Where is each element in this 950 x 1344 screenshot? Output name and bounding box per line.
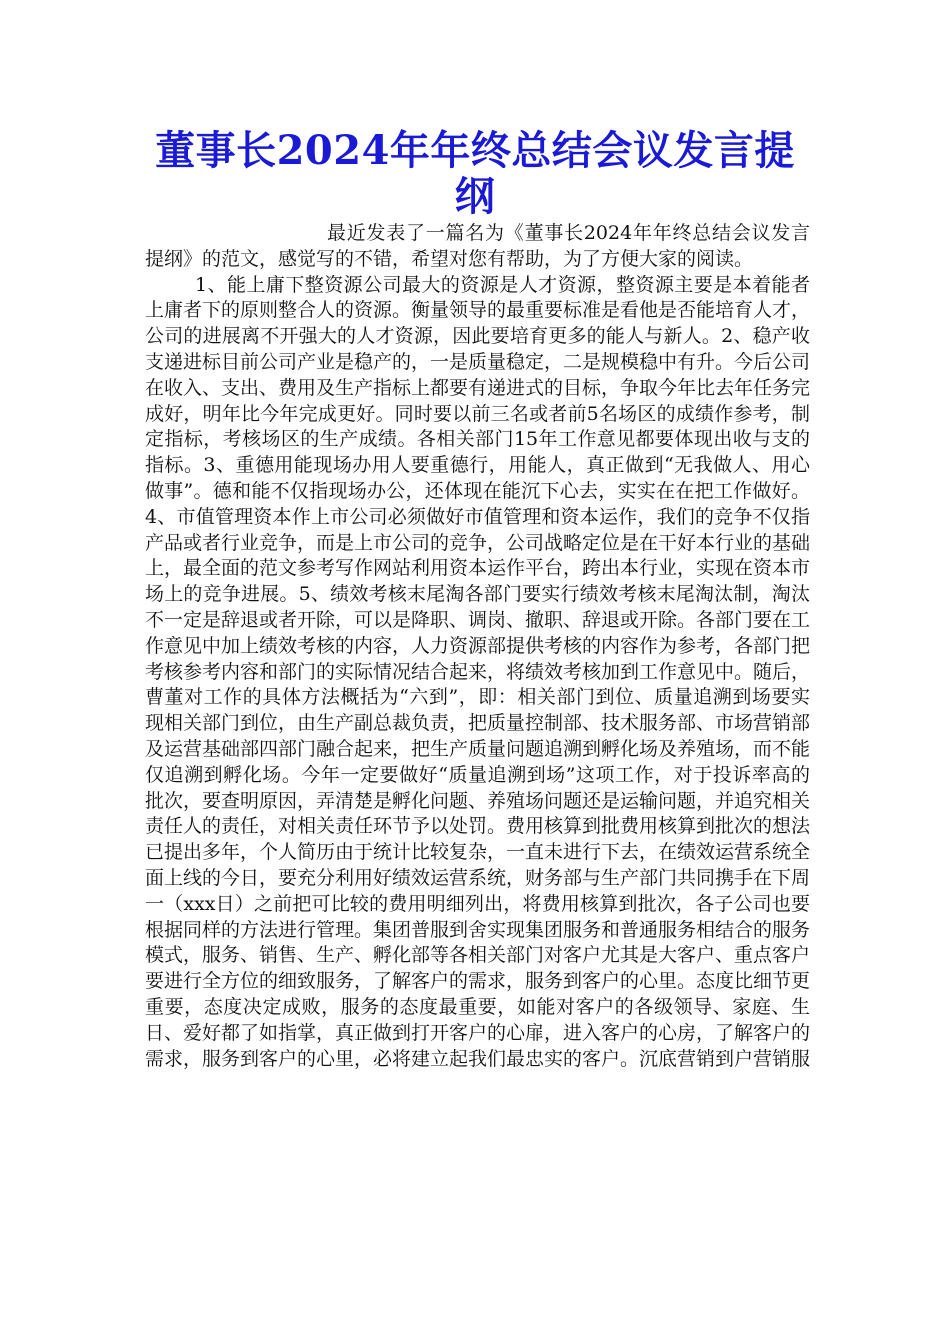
intro-paragraph: 最近发表了一篇名为《董事长2024年年终总结会议发言提纲》的范文，感觉写的不错，希望对您有帮助，为了方便大家的阅读。: [145, 222, 810, 270]
document-body: [145, 221, 810, 1072]
main-paragraph: 1、能上庸下整资源公司最大的资源是人才资源，整资源主要是本着能者上庸者下的原则整合人的资源。衡量领导的最重要标准是看他是否能培育人才，公司的进展离不开强大的人才资源，因此要培育更多的能人与新人。2、稳产收支递进标目前公司产业是稳产的，一是质量稳定，二是规模稳中有升。今后公司在收入、支出、费用及生产指标上都要有递进式的目标，争取今年比去年任务完成好，明年比今年完成更好。同时要以前三名或者前5名场区的成绩作参考，制定指标，考核场区的生产成绩。各相关部门15年工作意见都要体现出收与支的指标。3、重德用能现场办用人要重德行，用能人，真正做到“无我做人、用心做事”。德和能不仅指现场办公，还体现在能沉下心去，实实在在把工作做好。4、市值管理资本作上市公司必须做好市值管理和资本运作，我们的竞争不仅指产品或者行业竞争，而是上市公司的竞争，公司战略定位是在干好本行业的基础上，最全面的范文参考写作网站利用资本运作平台，跨出本行业，实现在资本市场上的竞争进展。5、绩效考核末尾淘各部门要实行绩效考核末尾淘汰制，淘汰不一定是辞退或者开除，可以是降职、调岗、撤职、辞退或开除。各部门要在工作意见中加上绩效考核的内容，人力资源部提供考核的内容作为参考，各部门把考核参考内容和部门的实际情况结合起来，将绩效考核加到工作意见中。随后，曹董对工作的具体方法概括为“六到”，即：相关部门到位、质量追溯到场要实现相关部门到位，由生产副总裁负责，把质量控制部、技术服务部、市场营销部及运营基础部四部门融合起来，把生产质量问题追溯到孵化场及养殖场，而不能仅追溯到孵化场。今年一定要做好“质量追溯到场”这项工作，对于投诉率高的批次，要查明原因，弄清楚是孵化问题、养殖场问题还是运输问题，并追究相关责任人的责任，对相关责任环节予以处罚。费用核算到批费用核算到批次的想法已提出多年，个人简历由于统计比较复杂，一直未进行下去，在绩效运营系统全面上线的今日，要充分利用好绩效运营系统，财务部与生产部门共同携手在下周一（xxx日）之前把可比较的费用明细列出，将费用核算到批次，各子公司也要根据同样的方法进行管理。集团普服到舍实现集团服务和普通服务相结合的服务模式，服务、销售、生产、孵化部等各相关部门对客户尤其是大客户、重点客户要进行全方位的细致服务，了解客户的需求，服务到客户的心里。态度比细节更重要，态度决定成败，服务的态度最重要，如能对客户的各级领导、家庭、生日、爱好都了如指掌，真正做到打开客户的心扉，进入客户的心房，了解客户的需求，服务到客户的心里，必将建立起我们最忠实的客户。沉底营销到户营销服: [145, 273, 811, 1070]
document-title: 董事长2024年年终总结会议发言提纲: [155, 127, 795, 220]
